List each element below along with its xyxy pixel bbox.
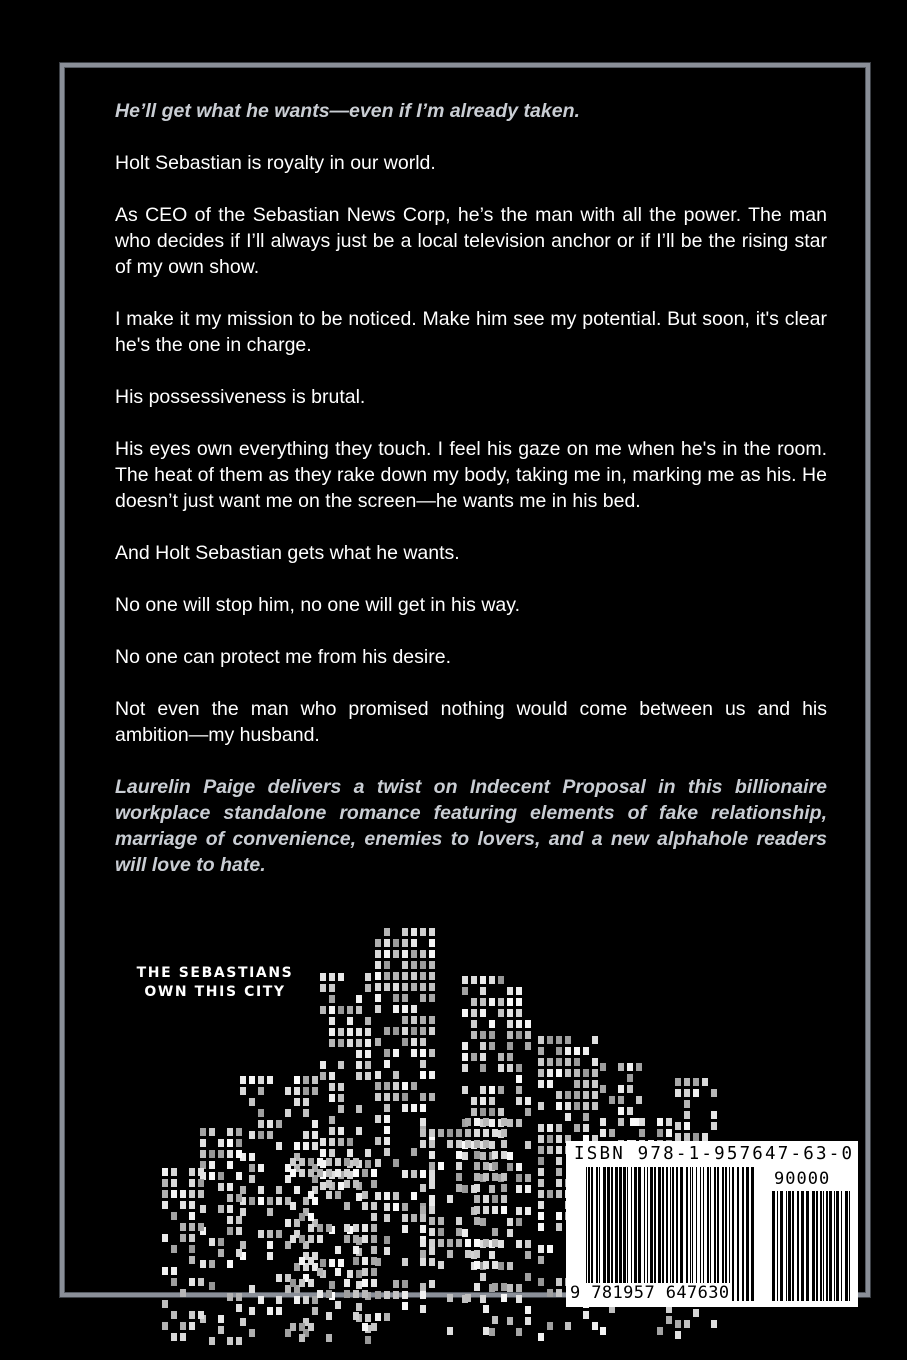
barcode-number: 9 781957 647630 [570,1283,730,1303]
blurb-paragraph: Not even the man who promised nothing would come between us and his ambition—my husband. [115,698,827,746]
barcode-addon-number: 90000 [774,1169,831,1189]
blurb-paragraph: I make it my mission to be noticed. Make him see my potential. But soon, it's clear he's the one in charge. [115,308,827,356]
blurb-paragraph: His eyes own everything they touch. I feel his gaze on me when he's in the room. The heat of them as they rake down my body, taking me in, marking me as his. He doesn’t just want me on the screen—he wants me in his bed. [115,438,827,512]
author-pitch: Laurelin Paige delivers a twist on Indecent Proposal in this billionaire workplace standalone romance featuring elements of fake relationship, marriage of convenience, enemies to lovers, and a new alphahole readers will love to hate. [115,776,827,876]
isbn-barcode [566,1141,858,1307]
series-line-2: OWN THIS CITY [144,984,286,1000]
blurb-paragraph: Holt Sebastian is royalty in our world. [115,152,436,174]
back-cover-blurb [115,98,827,904]
isbn-text: ISBN 978-1-957647-63-0 [574,1144,855,1164]
blurb-paragraph: As CEO of the Sebastian News Corp, he’s the man with all the power. The man who decides if I’ll always just be a local television anchor or if I’ll be the rising star of my own show. [115,204,827,278]
tagline: He’ll get what he wants—even if I’m already taken. [115,100,580,122]
blurb-paragraph: No one can protect me from his desire. [115,646,451,668]
blurb-paragraph: And Holt Sebastian gets what he wants. [115,542,460,564]
series-tagline [130,964,300,1002]
series-line-1: THE SEBASTIANS [136,965,294,981]
blurb-paragraph: No one will stop him, no one will get in his way. [115,594,520,616]
blurb-paragraph: His possessiveness is brutal. [115,386,366,408]
